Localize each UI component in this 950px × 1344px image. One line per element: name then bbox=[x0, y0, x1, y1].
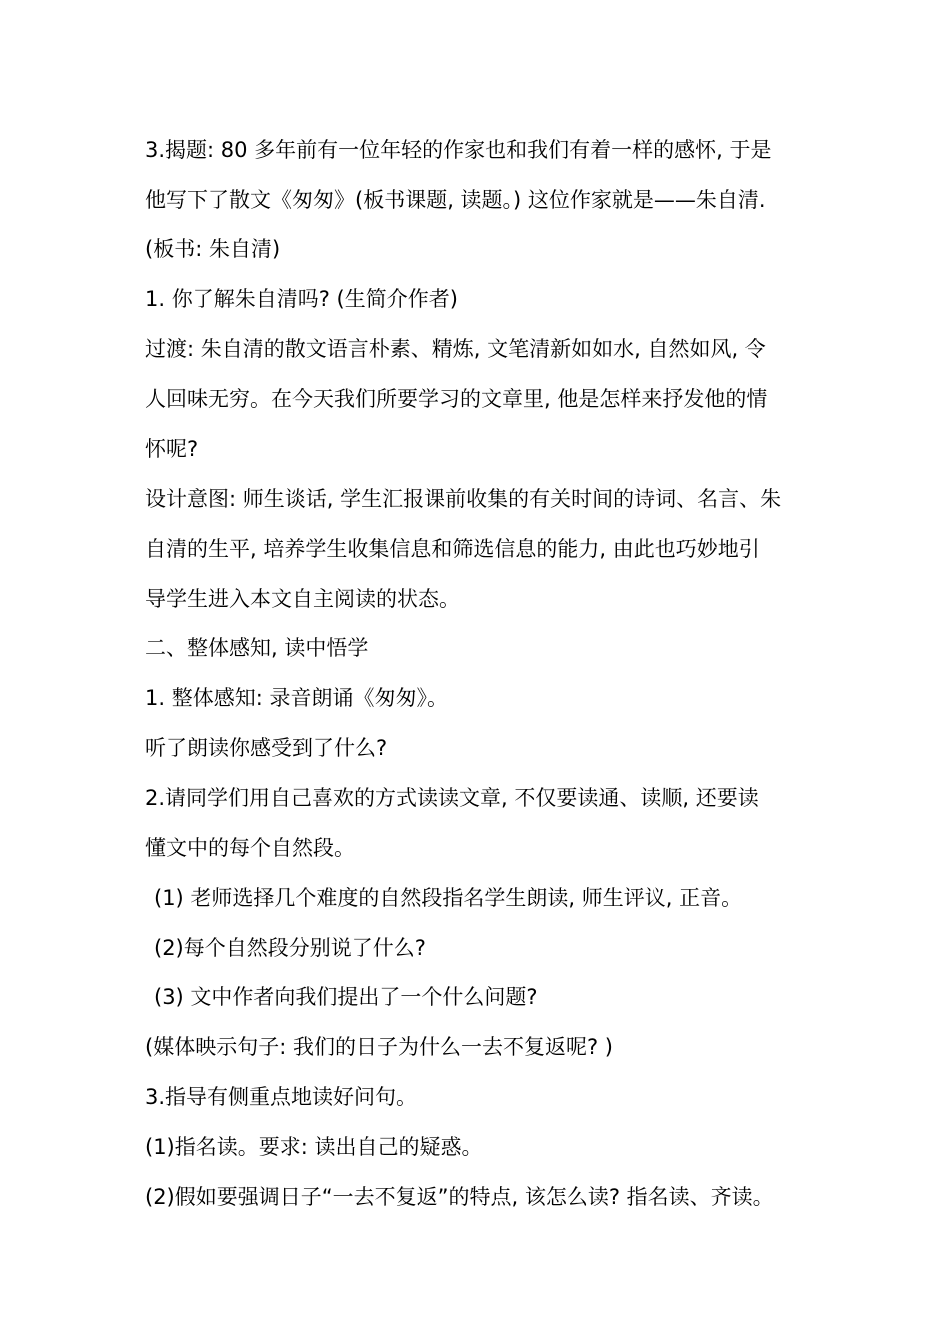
text-line: 设计意图: 师生谈话, 学生汇报课前收集的有关时间的诗词、名言、朱 bbox=[145, 487, 782, 511]
text-line: 3.揭题: 80 多年前有一位年轻的作家也和我们有着一样的感怀, 于是 bbox=[145, 138, 772, 162]
text-line: 导学生进入本文自主阅读的状态。 bbox=[145, 587, 460, 611]
text-line: (3) 文中作者向我们提出了一个什么问题? bbox=[154, 985, 538, 1009]
text-line: 怀呢? bbox=[145, 437, 199, 461]
text-line: 人回味无穷。在今天我们所要学习的文章里, 他是怎样来抒发他的情 bbox=[145, 387, 768, 411]
text-line: 他写下了散文《匆匆》(板书课题, 读题。) 这位作家就是——朱自清. bbox=[145, 188, 766, 212]
text-line: (2)每个自然段分别说了什么? bbox=[154, 936, 426, 960]
text-line: (2)假如要强调日子“一去不复返”的特点, 该怎么读? 指名读、齐读。 bbox=[145, 1185, 774, 1209]
text-line: 2.请同学们用自己喜欢的方式读读文章, 不仅要读通、读顺, 还要读 bbox=[145, 786, 759, 810]
text-line: (板书: 朱自清) bbox=[145, 237, 281, 261]
section-heading: 二、整体感知, 读中悟学 bbox=[145, 636, 369, 660]
text-line: 3.指导有侧重点地读好问句。 bbox=[145, 1085, 418, 1109]
text-line: (媒体映示句子: 我们的日子为什么一去不复返呢? ) bbox=[145, 1035, 613, 1059]
text-line: 自清的生平, 培养学生收集信息和筛选信息的能力, 由此也巧妙地引 bbox=[145, 537, 760, 561]
text-line: (1)指名读。要求: 读出自己的疑惑。 bbox=[145, 1135, 483, 1159]
text-line: 过渡: 朱自清的散文语言朴素、精炼, 文笔清新如如水, 自然如风, 令 bbox=[145, 337, 766, 361]
text-line: 1. 整体感知: 录音朗诵《匆匆》。 bbox=[145, 686, 448, 710]
text-line: 听了朗读你感受到了什么? bbox=[145, 736, 388, 760]
text-line: 懂文中的每个自然段。 bbox=[145, 836, 355, 860]
text-line: 1. 你了解朱自清吗? (生简介作者) bbox=[145, 287, 458, 311]
text-line: (1) 老师选择几个难度的自然段指名学生朗读, 师生评议, 正音。 bbox=[154, 886, 743, 910]
